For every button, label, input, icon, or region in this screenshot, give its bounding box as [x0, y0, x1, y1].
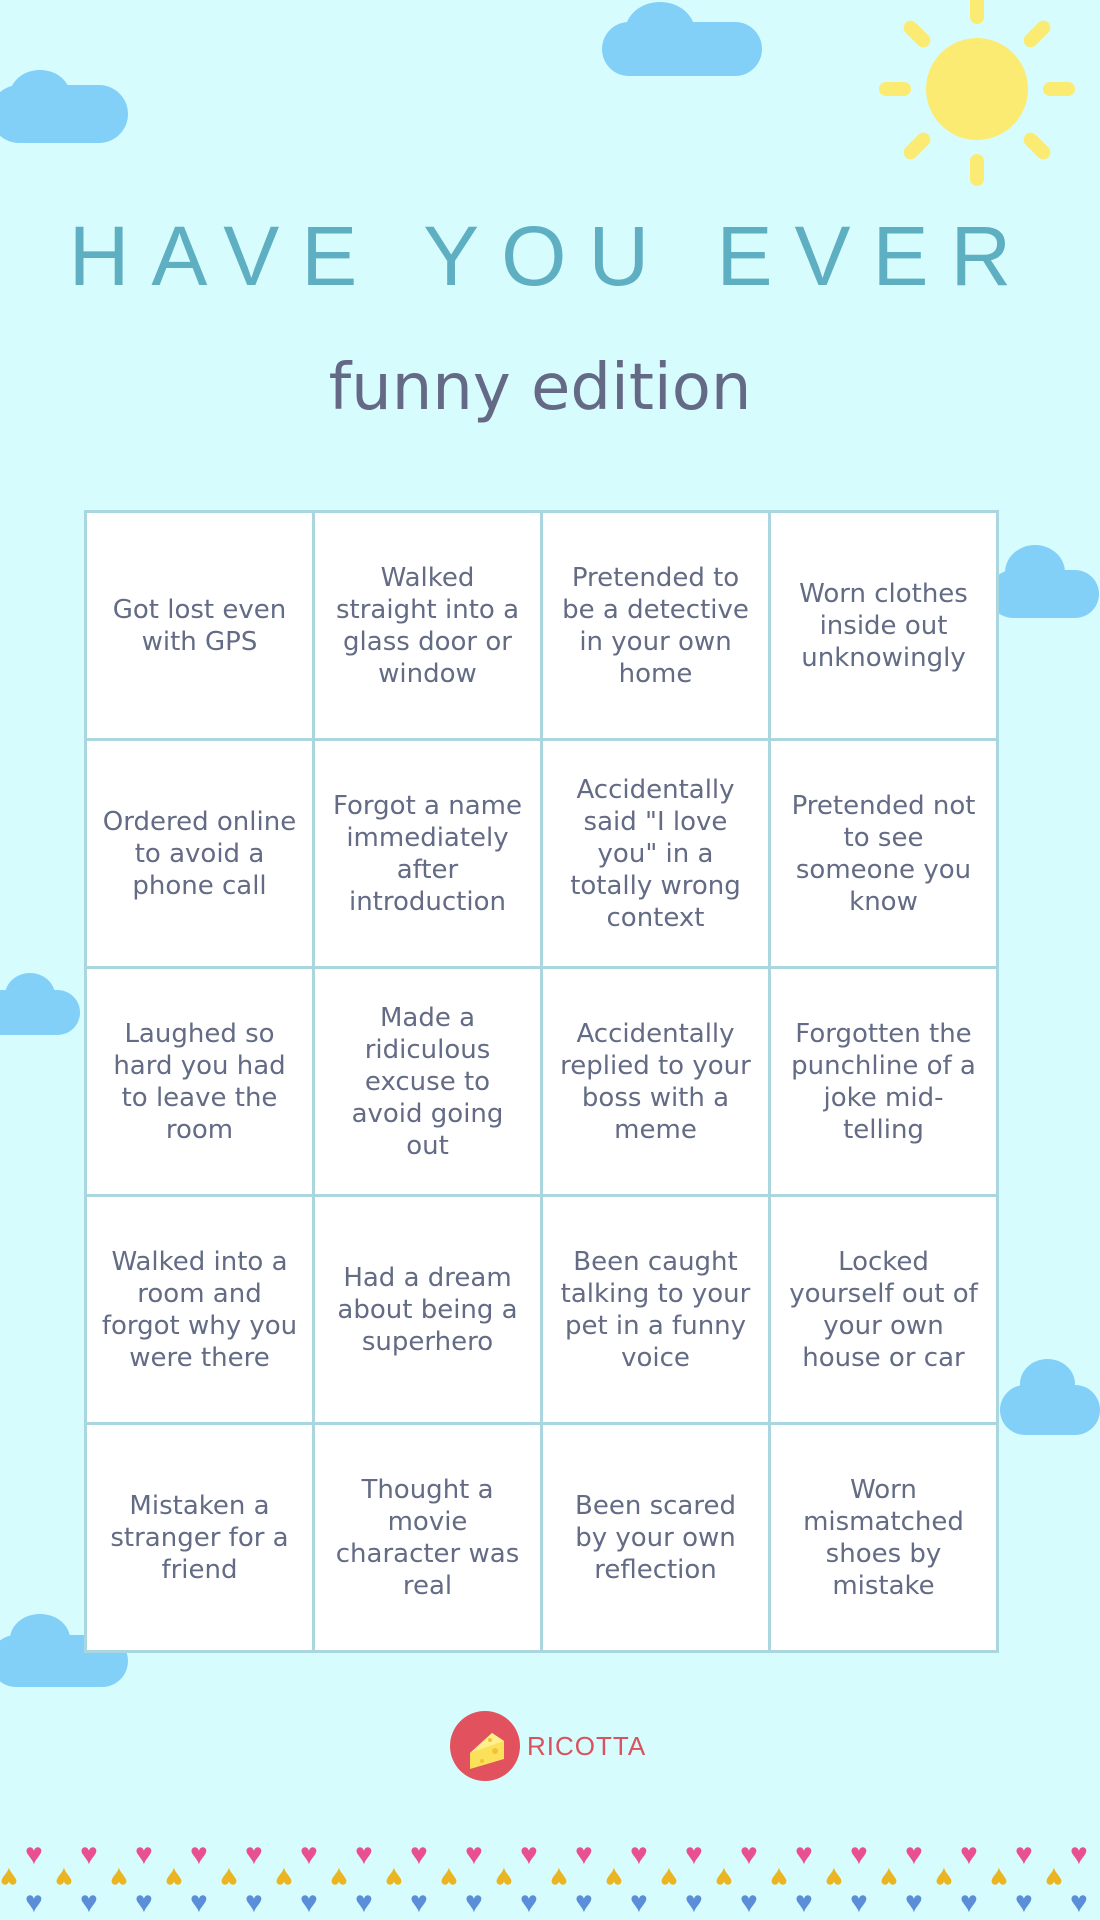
heart-icon: ♥ — [960, 1838, 978, 1871]
grid-row — [86, 512, 998, 740]
heart-icon: ♥ — [1015, 1886, 1033, 1919]
grid-cell: Got lost even with GPS — [86, 512, 314, 740]
chevron-heart-icon: ♥ — [0, 1861, 18, 1894]
cloud-icon — [5, 973, 55, 1018]
grid-cell: Worn mismatched shoes by mistake — [770, 1424, 998, 1652]
grid-cell: Made a ridiculous excuse to avoid going out — [314, 968, 542, 1196]
heart-icon: ♥ — [740, 1838, 758, 1871]
grid-cell: Locked yourself out of your own house or car — [770, 1196, 998, 1424]
heart-icon: ♥ — [575, 1838, 593, 1871]
heart-icon: ♥ — [465, 1838, 483, 1871]
chevron-heart-icon: ♥ — [330, 1861, 348, 1894]
heart-icon: ♥ — [630, 1886, 648, 1919]
heart-icon: ♥ — [80, 1838, 98, 1871]
heart-icon: ♥ — [1070, 1838, 1088, 1871]
heart-icon: ♥ — [190, 1886, 208, 1919]
chevron-heart-icon: ♥ — [770, 1861, 788, 1894]
heart-icon: ♥ — [740, 1886, 758, 1919]
heart-icon: ♥ — [355, 1886, 373, 1919]
heart-icon: ♥ — [850, 1838, 868, 1871]
grid-cell: Accidentally said "I love you" in a totally wrong context — [542, 740, 770, 968]
chevron-heart-icon: ♥ — [605, 1861, 623, 1894]
page-title: HAVE YOU EVER — [68, 209, 1034, 303]
heart-icon: ♥ — [685, 1886, 703, 1919]
chevron-heart-icon: ♥ — [715, 1861, 733, 1894]
heart-icon: ♥ — [520, 1886, 538, 1919]
cloud-icon — [625, 2, 695, 62]
heart-icon: ♥ — [465, 1886, 483, 1919]
heart-icon: ♥ — [245, 1838, 263, 1871]
page-subtitle: funny edition — [328, 351, 752, 425]
chevron-heart-icon: ♥ — [660, 1861, 678, 1894]
grid-cell: Mistaken a stranger for a friend — [86, 1424, 314, 1652]
brand-name: RICOTTA — [527, 1731, 647, 1761]
heart-icon: ♥ — [795, 1838, 813, 1871]
heart-icon: ♥ — [80, 1886, 98, 1919]
heart-icon: ♥ — [410, 1886, 428, 1919]
grid-cell: Forgot a name immediately after introduction — [314, 740, 542, 968]
grid-cell: Pretended not to see someone you know — [770, 740, 998, 968]
chevron-heart-icon: ♥ — [1045, 1861, 1063, 1894]
cheese-icon — [450, 1711, 520, 1781]
bingo-grid — [84, 510, 999, 1653]
heart-icon: ♥ — [960, 1886, 978, 1919]
chevron-heart-icon: ♥ — [880, 1861, 898, 1894]
chevron-heart-icon: ♥ — [275, 1861, 293, 1894]
heart-icon: ♥ — [1070, 1886, 1088, 1919]
heart-icon: ♥ — [190, 1838, 208, 1871]
grid-row — [86, 740, 998, 968]
chevron-heart-icon: ♥ — [935, 1861, 953, 1894]
heart-icon: ♥ — [355, 1838, 373, 1871]
chevron-heart-icon: ♥ — [440, 1861, 458, 1894]
heart-icon: ♥ — [300, 1886, 318, 1919]
grid-cell: Ordered online to avoid a phone call — [86, 740, 314, 968]
heart-icon: ♥ — [135, 1886, 153, 1919]
grid-cell: Laughed so hard you had to leave the room — [86, 968, 314, 1196]
grid-row — [86, 968, 998, 1196]
grid-row — [86, 1424, 998, 1652]
heart-icon: ♥ — [795, 1886, 813, 1919]
cloud-icon — [10, 70, 70, 120]
heart-icon: ♥ — [410, 1838, 428, 1871]
heart-icon: ♥ — [25, 1838, 43, 1871]
grid-cell: Been caught talking to your pet in a funny voice — [542, 1196, 770, 1424]
heart-icon: ♥ — [905, 1886, 923, 1919]
grid-cell: Worn clothes inside out unknowingly — [770, 512, 998, 740]
heart-icon: ♥ — [630, 1838, 648, 1871]
chevron-heart-icon: ♥ — [220, 1861, 238, 1894]
cloud-icon — [1005, 545, 1065, 600]
chevron-heart-icon: ♥ — [495, 1861, 513, 1894]
heart-icon: ♥ — [685, 1838, 703, 1871]
chevron-heart-icon: ♥ — [550, 1861, 568, 1894]
chevron-heart-icon: ♥ — [110, 1861, 128, 1894]
heart-icon: ♥ — [25, 1886, 43, 1919]
cloud-icon — [1020, 1359, 1075, 1409]
heart-icon: ♥ — [520, 1838, 538, 1871]
heart-icon: ♥ — [575, 1886, 593, 1919]
grid-cell: Walked straight into a glass door or window — [314, 512, 542, 740]
grid-cell: Accidentally replied to your boss with a meme — [542, 968, 770, 1196]
chevron-heart-icon: ♥ — [990, 1861, 1008, 1894]
grid-cell: Walked into a room and forgot why you were there — [86, 1196, 314, 1424]
grid-cell: Had a dream about being a superhero — [314, 1196, 542, 1424]
grid-cell: Pretended to be a detective in your own home — [542, 512, 770, 740]
heart-icon: ♥ — [905, 1838, 923, 1871]
heart-icon: ♥ — [135, 1838, 153, 1871]
chevron-heart-icon: ♥ — [165, 1861, 183, 1894]
chevron-heart-icon: ♥ — [825, 1861, 843, 1894]
cloud-icon — [10, 1614, 70, 1664]
chevron-heart-icon: ♥ — [55, 1861, 73, 1894]
chevron-heart-icon: ♥ — [385, 1861, 403, 1894]
heart-icon: ♥ — [1015, 1838, 1033, 1871]
heart-icon: ♥ — [245, 1886, 263, 1919]
grid-cell: Forgotten the punchline of a joke mid-telling — [770, 968, 998, 1196]
grid-row — [86, 1196, 998, 1424]
heart-icon: ♥ — [850, 1886, 868, 1919]
grid-cell: Been scared by your own reflection — [542, 1424, 770, 1652]
grid-cell: Thought a movie character was real — [314, 1424, 542, 1652]
heart-icon: ♥ — [300, 1838, 318, 1871]
